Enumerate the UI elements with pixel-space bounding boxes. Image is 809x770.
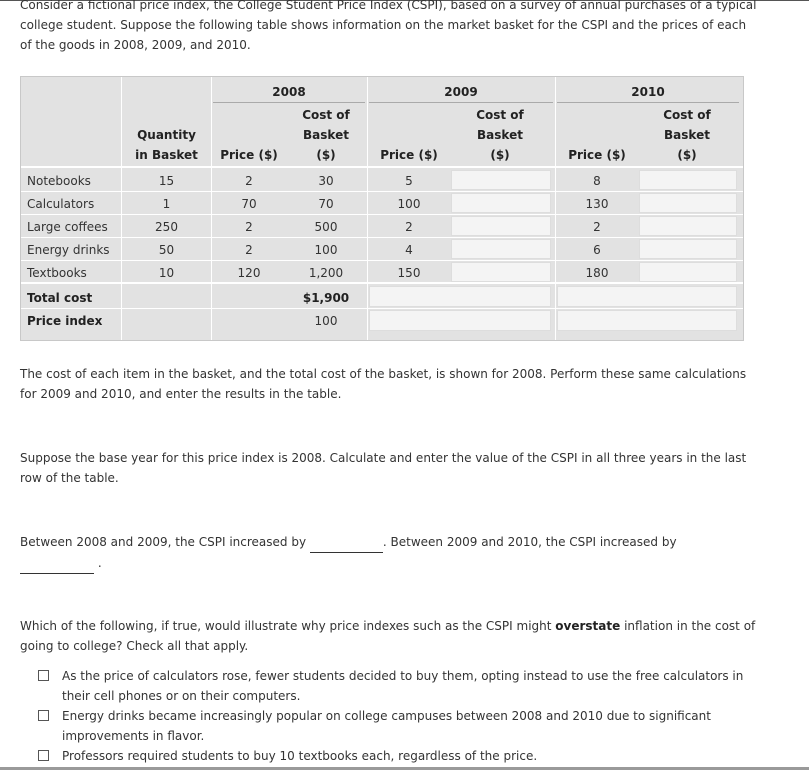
total-cost-2008: $1,900 (302, 291, 350, 305)
option-3-label[interactable]: Professors required students to buy 10 textbooks each, regardless of the price. (62, 749, 538, 763)
cost-2010-header-2: Basket (664, 128, 710, 142)
cost-2009-input[interactable] (451, 239, 551, 259)
sentence-part-2: . Between 2009 and 2010, the CSPI increased by (382, 535, 677, 549)
cspi-table (20, 76, 744, 341)
cost-2009-header-3: ($) (490, 148, 510, 162)
qty-cell: 1 (162, 197, 171, 211)
cost-2010-input[interactable] (639, 170, 737, 190)
question-paragraph (20, 616, 760, 656)
instructions-paragraph: The cost of each item in the basket, and the total cost of the basket, is shown for 2008. Perform these same calculations for 2009 and 2010, and enter the results in the table. (20, 367, 747, 401)
option-1-label[interactable]: As the price of calculators rose, fewer students decided to buy them, opting instead to use the free calculators in their cell phones or on their computers. (62, 669, 744, 703)
year-2010-header: 2010 (631, 85, 665, 99)
price-2008-header: Price ($) (220, 148, 278, 162)
price-2010-cell: 180 (585, 266, 609, 280)
cost-2009-input[interactable] (451, 262, 551, 282)
total-cost-2009-input[interactable] (369, 286, 551, 307)
option-2-checkbox[interactable] (38, 710, 49, 721)
intro-paragraph: Consider a fictional price index, the College Student Price Index (CSPI), based on a survey of annual purchases of a typical college student. Suppose the following table shows information on the market basket for the CSPI and the prices of each of the goods in 2008, 2009, and 2010. (20, 0, 757, 52)
price-2008-cell: 2 (245, 174, 253, 188)
cost-2009-input[interactable] (451, 170, 551, 190)
qty-cell: 10 (158, 266, 175, 280)
year-2009-header: 2009 (444, 85, 478, 99)
in-basket-header: in Basket (135, 148, 198, 162)
price-2008-cell: 70 (241, 197, 257, 211)
option-1-checkbox[interactable] (38, 670, 49, 681)
question-text-before: Which of the following, if true, would illustrate why price indexes such as the CSPI might (20, 619, 556, 633)
row-item-calculators: Calculators (27, 197, 95, 211)
total-cost-2010-input[interactable] (557, 286, 737, 307)
price-2010-cell: 6 (593, 243, 601, 257)
price-2009-cell: 100 (397, 197, 421, 211)
option-2-label[interactable]: Energy drinks became increasingly popular on college campuses between 2008 and 2010 due to significant improvements in flavor. (62, 709, 711, 743)
sentence-part-1: Between 2008 and 2009, the CSPI increased by (20, 535, 307, 549)
price-2009-cell: 4 (405, 243, 413, 257)
cost-2008-cell: 500 (314, 220, 338, 234)
price-2010-cell: 130 (585, 197, 609, 211)
cost-2010-input[interactable] (639, 216, 737, 236)
question-text-after: inflation in the cost of going to college? Check all that apply. (20, 619, 756, 653)
option-3-checkbox[interactable] (38, 750, 49, 761)
question-emphasis: overstate (555, 619, 621, 633)
increase-2009-2010-input[interactable] (20, 553, 94, 574)
price-2009-cell: 150 (397, 266, 421, 280)
price-2009-header: Price ($) (380, 148, 438, 162)
row-item-notebooks: Notebooks (27, 174, 91, 188)
cost-2009-input[interactable] (451, 193, 551, 213)
qty-cell: 250 (155, 220, 178, 234)
base-year-paragraph: Suppose the base year for this price index is 2008. Calculate and enter the value of the CSPI in all three years in the last row of the table. (20, 451, 747, 485)
cost-2010-input[interactable] (639, 239, 737, 259)
quantity-header: Quantity (137, 128, 196, 142)
price-2008-cell: 2 (245, 220, 253, 234)
price-index-2009-input[interactable] (369, 310, 551, 331)
row-item-large-coffees: Large coffees (27, 220, 108, 234)
increase-2008-2009-input[interactable] (310, 532, 383, 553)
cost-2008-header-3: ($) (316, 148, 336, 162)
price-index-2008: 100 (314, 314, 338, 328)
row-item-textbooks: Textbooks (27, 266, 87, 280)
total-cost-label: Total cost (27, 291, 93, 305)
cspi-increase-sentence (20, 532, 760, 574)
price-2008-cell: 120 (237, 266, 261, 280)
cost-2010-header-3: ($) (677, 148, 697, 162)
cost-2009-input[interactable] (451, 216, 551, 236)
price-2010-header: Price ($) (568, 148, 626, 162)
cost-2008-cell: 100 (314, 243, 338, 257)
price-2010-cell: 8 (593, 174, 601, 188)
year-2008-header: 2008 (272, 85, 306, 99)
cost-2008-cell: 1,200 (308, 266, 344, 280)
cost-2010-input[interactable] (639, 262, 737, 282)
cost-2009-header-1: Cost of (476, 108, 524, 122)
cost-2008-header-1: Cost of (302, 108, 350, 122)
row-item-energy-drinks: Energy drinks (27, 243, 110, 257)
cost-2010-input[interactable] (639, 193, 737, 213)
price-2010-cell: 2 (593, 220, 601, 234)
cost-2008-cell: 30 (318, 174, 334, 188)
cost-2010-header-1: Cost of (663, 108, 711, 122)
price-index-label: Price index (27, 314, 103, 328)
qty-cell: 50 (158, 243, 175, 257)
cost-2008-cell: 70 (318, 197, 334, 211)
sentence-end: . (97, 556, 102, 570)
qty-cell: 15 (158, 174, 175, 188)
cost-2008-header-2: Basket (303, 128, 349, 142)
price-index-2010-input[interactable] (557, 310, 737, 331)
price-2009-cell: 2 (405, 220, 413, 234)
price-2009-cell: 5 (405, 174, 413, 188)
price-2008-cell: 2 (245, 243, 253, 257)
cost-2009-header-2: Basket (477, 128, 523, 142)
